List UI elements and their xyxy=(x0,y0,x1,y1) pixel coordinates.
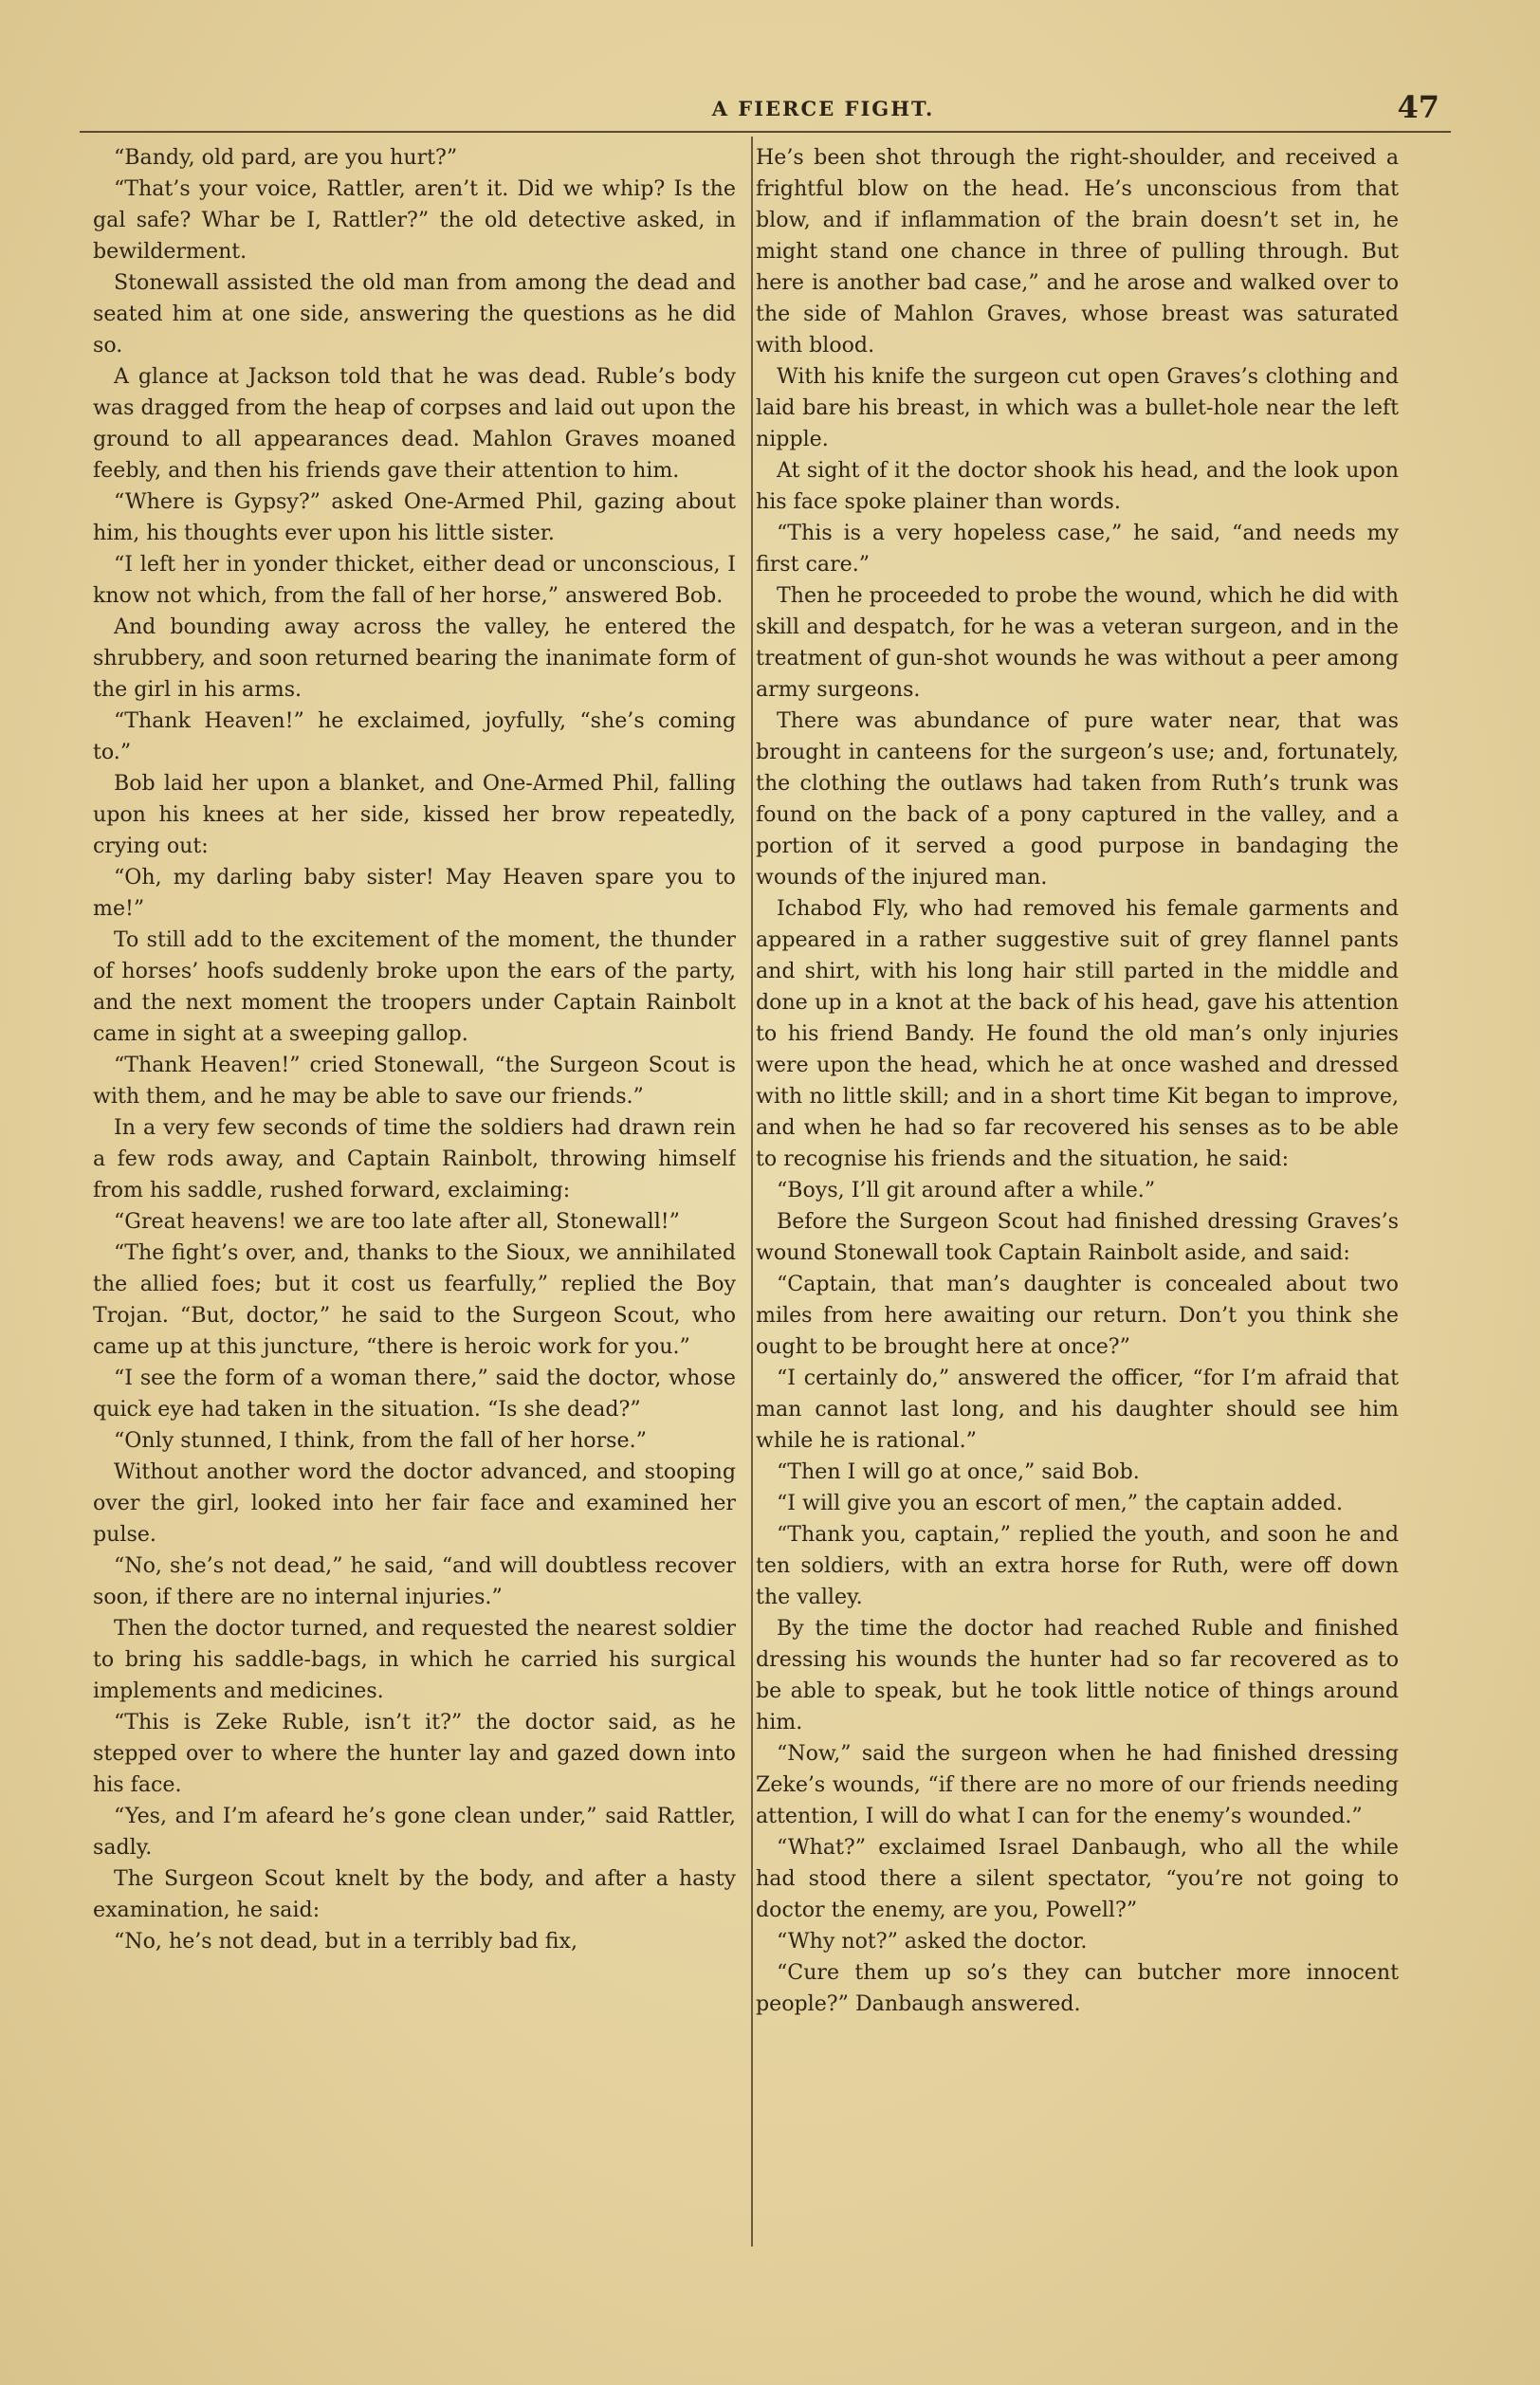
paragraph: “Oh, my darling baby sister! May Heaven spare you to me!” xyxy=(93,865,736,921)
paragraph: “Thank Heaven!” he exclaimed, joyfully, “she’s coming to.” xyxy=(93,708,736,764)
paragraph: With his knife the surgeon cut open Graves’s clothing and laid bare his breast, in which was a bullet-hole near the left nipple. xyxy=(756,364,1399,451)
paragraph: “Bandy, old pard, are you hurt?” xyxy=(114,145,458,170)
paragraph: Without another word the doctor advanced, and stooping over the girl, looked into her fair face and examined her pulse. xyxy=(93,1459,736,1547)
paragraph: Then the doctor turned, and requested the nearest soldier to bring his saddle-bags, in which he carried his surgical implements and medicines. xyxy=(93,1616,736,1703)
paragraph: He’s been shot through the right-shoulder, and received a frightful blow on the head. He’s unconscious from that blow, and if inflammation of the brain doesn’t set in, he might stand one chance in three of pulling through. But here is another bad case,” and he arose and walked over to the side of Mahlon Graves, whose breast was saturated with blood. xyxy=(756,145,1399,358)
paragraph: “I will give you an escort of men,” the captain added. xyxy=(777,1491,1344,1515)
paragraph: There was abundance of pure water near, that was brought in canteens for the surgeon’s use; and, fortunately, the clothing the outlaws had taken from Ruth’s trunk was found on the back of a pony captured in the valley, and a portion of it served a good purpose in bandaging the wounds of the injured man. xyxy=(756,708,1399,890)
paragraph: “Yes, and I’m afeard he’s gone clean under,” said Rattler, sadly. xyxy=(93,1804,736,1860)
paragraph: By the time the doctor had reached Ruble and finished dressing his wounds the hunter had so far recovered as to be able to speak, but he took little notice of things around him. xyxy=(756,1616,1399,1734)
paragraph: In a very few seconds of time the soldiers had drawn rein a few rods away, and Captain Rainbolt, throwing himself from his saddle, rushed forward, exclaiming: xyxy=(93,1115,736,1202)
paragraph: “Only stunned, I think, from the fall of her horse.” xyxy=(114,1428,647,1453)
page-number: 47 xyxy=(1397,89,1439,125)
paragraph: “That’s your voice, Rattler, aren’t it. Did we whip? Is the gal safe? Whar be I, Rattler?” the old detective asked, in bewilderment. xyxy=(93,176,736,264)
paragraph: “Where is Gypsy?” asked One-Armed Phil, gazing about him, his thoughts ever upon his little sister. xyxy=(93,489,736,545)
paragraph: The Surgeon Scout knelt by the body, and after a hasty examination, he said: xyxy=(93,1866,736,1922)
paragraph: “No, she’s not dead,” he said, “and will doubtless recover soon, if there are no internal injuries.” xyxy=(93,1553,736,1609)
paragraph: “Great heavens! we are too late after all, Stonewall!” xyxy=(114,1209,680,1234)
paragraph: “Now,” said the surgeon when he had finished dressing Zeke’s wounds, “if there are no more of our friends needing attention, I will do what I can for the enemy’s wounded.” xyxy=(756,1741,1399,1828)
paragraph: And bounding away across the valley, he entered the shrubbery, and soon returned bearing the inanimate form of the girl in his arms. xyxy=(93,615,736,702)
paragraph: Ichabod Fly, who had removed his female garments and appeared in a rather suggestive suit of grey flannel pants and shirt, with his long hair still parted in the middle and done up in a knot at the back of his head, gave his attention to his friend Bandy. He found the old man’s only injuries were upon the head, which he at once washed and dressed with no little skill; and in a short time Kit began to improve, and when he had so far recovered his senses as to be able to recognise his friends and the situation, he said: xyxy=(756,896,1399,1171)
paragraph: To still add to the excitement of the moment, the thunder of horses’ hoofs suddenly broke upon the ears of the party, and the next moment the troopers under Captain Rainbolt came in sight at a sweeping gallop. xyxy=(93,927,736,1046)
header-rule xyxy=(80,131,1451,133)
paragraph: “Thank you, captain,” replied the youth, and soon he and ten soldiers, with an extra horse for Ruth, were off down the valley. xyxy=(756,1522,1399,1609)
paragraph: “The fight’s over, and, thanks to the Sioux, we annihilated the allied foes; but it cost us fearfully,” replied the Boy Trojan. “But, doctor,” he said to the Surgeon Scout, who came up at this juncture, “there is heroic work for you.” xyxy=(93,1240,736,1359)
paragraph: “I left her in yonder thicket, either dead or unconscious, I know not which, from the fall of her horse,” answered Bob. xyxy=(93,552,736,608)
paragraph: “This is a very hopeless case,” he said, “and needs my first care.” xyxy=(756,521,1399,577)
paragraph: “I certainly do,” answered the officer, “for I’m afraid that man cannot last long, and his daughter should see him while he is rational.” xyxy=(756,1366,1399,1453)
running-title: A FIERCE FIGHT. xyxy=(711,97,935,120)
paragraph: “Captain, that man’s daughter is concealed about two miles from here awaiting our return. Don’t you think she ought to be brought here at once?” xyxy=(756,1272,1399,1359)
column-divider xyxy=(751,137,753,2247)
page-header xyxy=(95,87,1451,133)
paragraph: “No, he’s not dead, but in a terribly bad fix, xyxy=(114,1929,578,1954)
paragraph: “I see the form of a woman there,” said the doctor, whose quick eye had taken in the situation. “Is she dead?” xyxy=(93,1366,736,1422)
paragraph: A glance at Jackson told that he was dead. Ruble’s body was dragged from the heap of corpses and laid out upon the ground to all appearances dead. Mahlon Graves moaned feebly, and then his friends gave their attention to him. xyxy=(93,364,736,483)
paragraph: “Then I will go at once,” said Bob. xyxy=(777,1459,1140,1484)
paragraph: “What?” exclaimed Israel Danbaugh, who all the while had stood there a silent spectator, “you’re not going to doctor the enemy, are you, Powell?” xyxy=(756,1835,1399,1922)
paragraph: “Thank Heaven!” cried Stonewall, “the Surgeon Scout is with them, and he may be able to save our friends.” xyxy=(93,1053,736,1109)
paragraph: Before the Surgeon Scout had finished dressing Graves’s wound Stonewall took Captain Rainbolt aside, and said: xyxy=(756,1209,1399,1265)
paragraph: At sight of it the doctor shook his head, and the look upon his face spoke plainer than words. xyxy=(756,458,1399,514)
paragraph: “Cure them up so’s they can butcher more innocent people?” Danbaugh answered. xyxy=(756,1960,1399,2016)
paragraph: Bob laid her upon a blanket, and One-Armed Phil, falling upon his knees at her side, kissed her brow repeatedly, crying out: xyxy=(93,771,736,858)
left-column xyxy=(93,142,736,2247)
paragraph: Stonewall assisted the old man from among the dead and seated him at one side, answering the questions as he did so. xyxy=(93,270,736,358)
paragraph: Then he proceeded to probe the wound, which he did with skill and despatch, for he was a veteran surgeon, and in the treatment of gun-shot wounds he was without a peer among army surgeons. xyxy=(756,583,1399,702)
right-column xyxy=(756,142,1399,2247)
paragraph: “This is Zeke Ruble, isn’t it?” the doctor said, as he stepped over to where the hunter lay and gazed down into his face. xyxy=(93,1710,736,1797)
paragraph: “Why not?” asked the doctor. xyxy=(777,1929,1088,1954)
paragraph: “Boys, I’ll git around after a while.” xyxy=(777,1178,1156,1202)
